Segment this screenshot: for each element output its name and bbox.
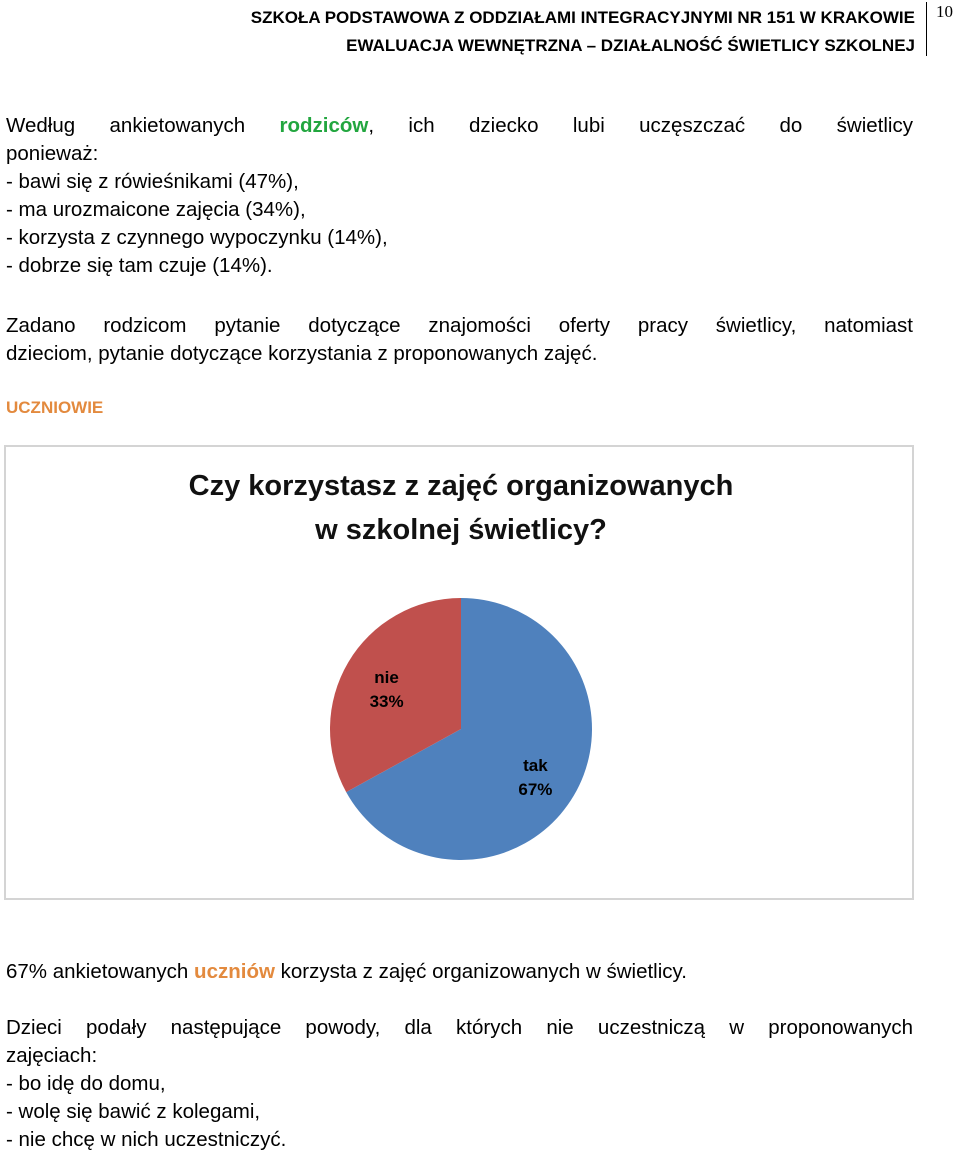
reason-item: - bo idę do domu, xyxy=(6,1072,166,1095)
reasons-intro-line: Dzieci podały następujące powody, dla których nie uczestniczą w proponowanych xyxy=(6,1016,913,1039)
parents-intro-line2: ponieważ: xyxy=(6,142,99,165)
question-line: Zadano rodzicom pytanie dotyczące znajomości oferty pracy świetlicy, natomiast xyxy=(6,314,913,337)
reason-item: - wolę się bawić z kolegami, xyxy=(6,1100,261,1123)
parents-reason-item: - dobrze się tam czuje (14%). xyxy=(6,254,273,277)
students-highlight: uczniów xyxy=(194,960,275,983)
pie-chart xyxy=(6,447,912,898)
students-summary-before: 67% ankietowanych xyxy=(6,960,195,983)
question-paragraph xyxy=(6,312,913,368)
parents-reason-item: - korzysta z czynnego wypoczynku (14%), xyxy=(6,226,388,249)
header-school-name: SZKOŁA PODSTAWOWA Z ODDZIAŁAMI INTEGRACYJNYMI NR 151 W KRAKOWIE xyxy=(250,8,915,27)
parents-highlight: rodziców xyxy=(279,114,369,137)
students-summary-after: korzysta z zajęć organizowanych w świetlicy. xyxy=(274,960,687,983)
header-text xyxy=(251,4,915,60)
question-line: dzieciom, pytanie dotyczące korzystania z proponowanych zajęć. xyxy=(6,342,598,365)
parents-paragraph xyxy=(6,112,913,280)
reason-item: - nie chcę w nich uczestniczyć. xyxy=(6,1128,287,1151)
section-label-students: UCZNIOWIE xyxy=(6,398,104,417)
parents-intro-line xyxy=(6,112,913,140)
reasons-paragraph xyxy=(6,1014,913,1154)
page-header xyxy=(0,0,960,60)
reasons-intro-line2: zajęciach: xyxy=(6,1044,98,1067)
students-summary xyxy=(6,958,913,986)
page-number: 10 xyxy=(936,2,953,21)
parents-reason-item: - bawi się z rówieśnikami (47%), xyxy=(6,170,299,193)
parents-intro-after: , ich dziecko lubi uczęszczać do świetlicy xyxy=(368,114,913,137)
pie-label-category: nie xyxy=(374,667,399,687)
pie-label-value: 33% xyxy=(369,691,404,711)
pie-label-category: tak xyxy=(523,756,548,776)
pie-chart-frame xyxy=(4,445,914,900)
chart-title-line: w szkolnej świetlicy? xyxy=(315,514,607,546)
students-summary-line xyxy=(6,958,913,986)
header-divider xyxy=(926,2,927,56)
parents-intro-before: Według ankietowanych xyxy=(6,114,280,137)
pie-label-value: 67% xyxy=(518,780,553,800)
parents-reason-item: - ma urozmaicone zajęcia (34%), xyxy=(6,198,306,221)
header-subtitle: EWALUACJA WEWNĘTRZNA – DZIAŁALNOŚĆ ŚWIETLICY SZKOLNEJ xyxy=(346,36,915,55)
chart-title-line: Czy korzystasz z zajęć organizowanych xyxy=(188,470,734,502)
